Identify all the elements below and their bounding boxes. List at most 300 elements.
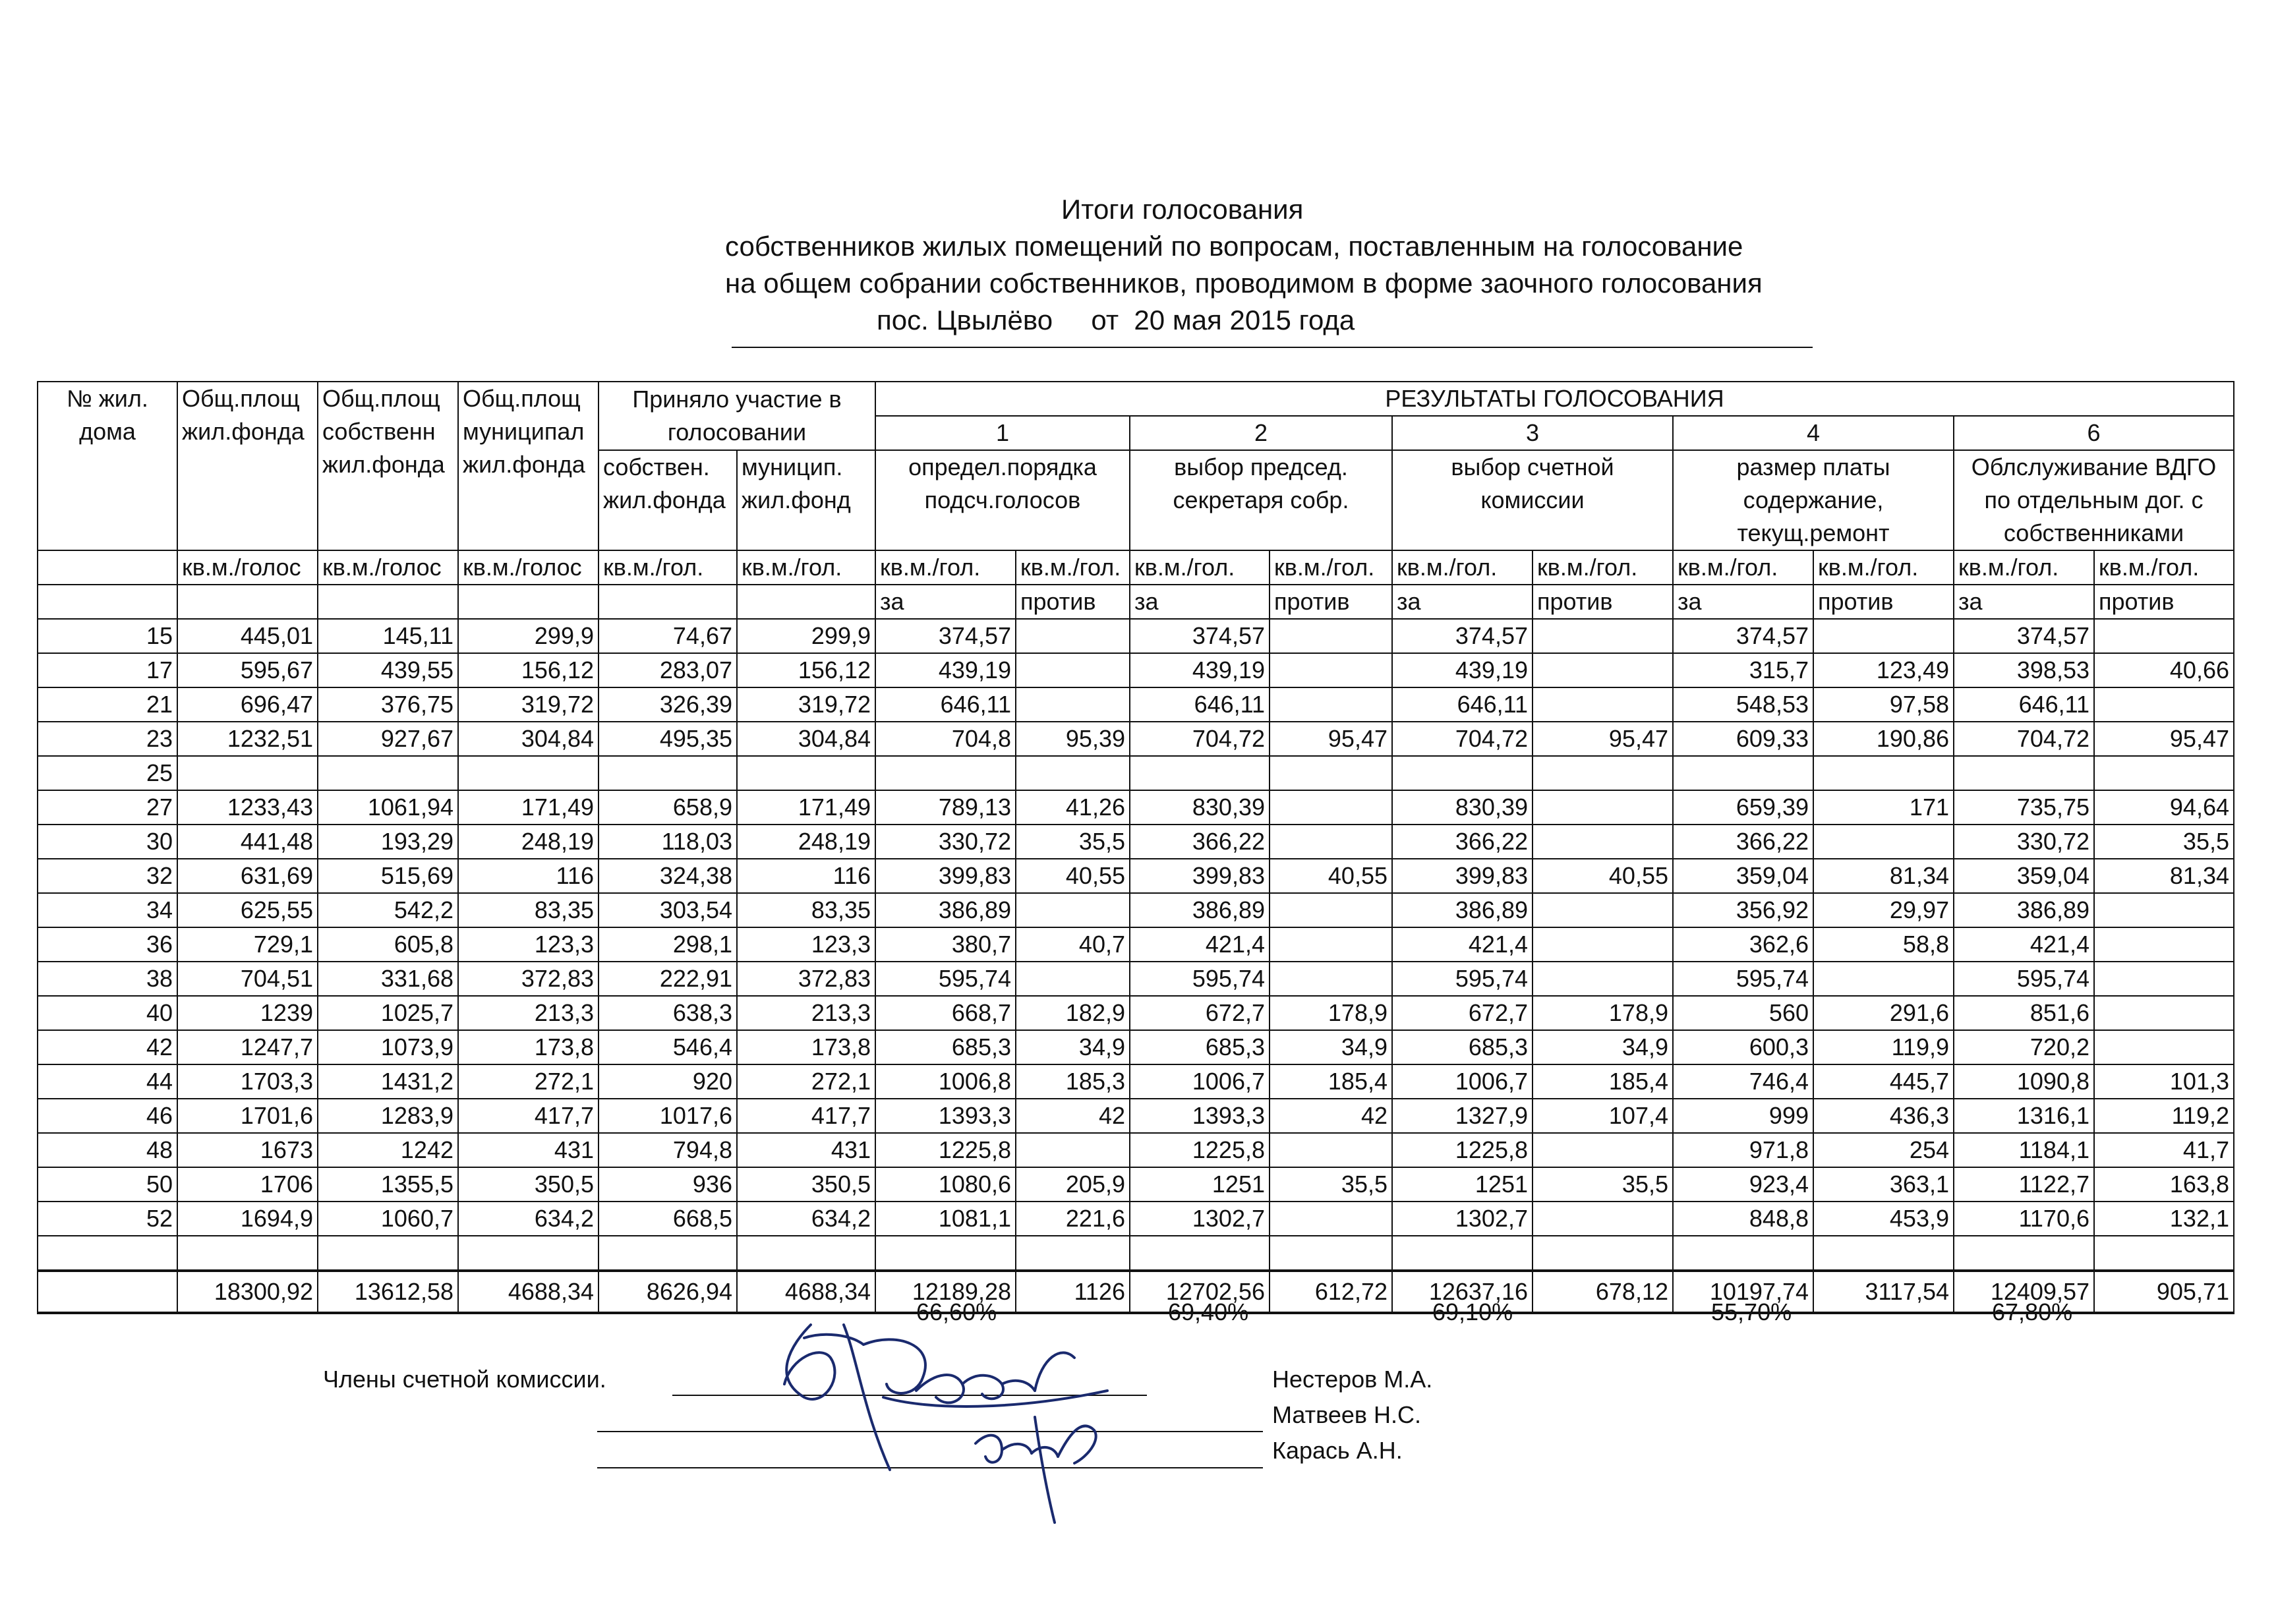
table-cell: 1225,8 [1130, 1133, 1270, 1167]
for-label: за [1954, 585, 2094, 619]
table-cell: 685,3 [875, 1030, 1016, 1064]
table-row [38, 756, 2234, 790]
table-cell: 362,6 [1673, 927, 1813, 962]
table-cell: 421,4 [1130, 927, 1270, 962]
table-cell: 417,7 [737, 1099, 875, 1133]
table-cell: 359,04 [1954, 859, 2094, 893]
table-cell: 1431,2 [318, 1064, 458, 1099]
table-cell: 272,1 [458, 1064, 599, 1099]
table-cell: 41,26 [1016, 790, 1130, 825]
empty-cell [737, 1236, 875, 1271]
table-cell: 495,35 [599, 722, 737, 756]
table-cell: 1061,94 [318, 790, 458, 825]
table-cell: 634,2 [737, 1202, 875, 1236]
table-cell [1016, 687, 1130, 722]
table-cell: 372,83 [737, 962, 875, 996]
table-cell: 366,22 [1392, 825, 1533, 859]
house-number-cell: 40 [38, 996, 177, 1030]
table-row [38, 962, 2234, 996]
table-row [38, 859, 2234, 893]
table-cell [1533, 825, 1673, 859]
table-cell: 40,55 [1270, 859, 1392, 893]
table-cell: 1025,7 [318, 996, 458, 1030]
empty-cell [318, 585, 458, 619]
table-cell: 600,3 [1673, 1030, 1813, 1064]
table-cell [1270, 653, 1392, 687]
empty-cell [1270, 1236, 1392, 1271]
table-cell: 116 [458, 859, 599, 893]
table-cell: 668,5 [599, 1202, 737, 1236]
table-cell: 999 [1673, 1099, 1813, 1133]
table-cell: 222,91 [599, 962, 737, 996]
table-cell: 13612,58 [318, 1271, 458, 1313]
table-cell [1673, 756, 1813, 790]
table-cell: 116 [737, 859, 875, 893]
table-cell: 659,39 [1673, 790, 1813, 825]
table-cell: 10197,74 [1673, 1271, 1813, 1313]
table-cell: 704,72 [1392, 722, 1533, 756]
table-cell: 374,57 [1392, 619, 1533, 653]
table-cell: 1247,7 [177, 1030, 318, 1064]
table-cell: 595,74 [1392, 962, 1533, 996]
table-cell: 830,39 [1392, 790, 1533, 825]
table-cell: 34,9 [1533, 1030, 1673, 1064]
table-row [38, 687, 2234, 722]
table-cell: 1006,7 [1392, 1064, 1533, 1099]
table-cell: 431 [737, 1133, 875, 1167]
table-cell [1016, 756, 1130, 790]
table-cell: 12409,57 [1954, 1271, 2094, 1313]
table-cell [1813, 962, 1954, 996]
table-cell: 359,04 [1673, 859, 1813, 893]
table-cell: 1302,7 [1130, 1202, 1270, 1236]
table-cell: 794,8 [599, 1133, 737, 1167]
table-cell [2094, 619, 2234, 653]
table-cell: 1239 [177, 996, 318, 1030]
table-cell: 704,51 [177, 962, 318, 996]
house-number-cell: 15 [38, 619, 177, 653]
table-cell [177, 756, 318, 790]
table-cell: 1126 [1016, 1271, 1130, 1313]
table-cell: 74,67 [599, 619, 737, 653]
commission-label: Члены счетной комиссии. [323, 1366, 606, 1393]
table-cell: 34,9 [1270, 1030, 1392, 1064]
table-cell: 18300,92 [177, 1271, 318, 1313]
table-cell: 445,01 [177, 619, 318, 653]
table-cell [458, 756, 599, 790]
table-cell: 319,72 [458, 687, 599, 722]
house-number-cell: 46 [38, 1099, 177, 1133]
percentage-q4: 55,70% [1711, 1298, 1792, 1325]
table-cell: 35,5 [1270, 1167, 1392, 1202]
table-cell [1270, 619, 1392, 653]
empty-cell [737, 585, 875, 619]
table-cell: 299,9 [737, 619, 875, 653]
table-cell: 923,4 [1673, 1167, 1813, 1202]
unit-cell: кв.м./гол. [875, 550, 1016, 585]
table-cell: 439,19 [1392, 653, 1533, 687]
table-cell: 12637,16 [1392, 1271, 1533, 1313]
table-cell [1813, 756, 1954, 790]
title-line-4: пос. Цвылёво от 20 мая 2015 года [877, 304, 1355, 335]
table-cell: 326,39 [599, 687, 737, 722]
table-cell [1016, 653, 1130, 687]
table-row [38, 825, 2234, 859]
table-cell: 374,57 [1673, 619, 1813, 653]
for-label: за [1130, 585, 1270, 619]
table-cell: 704,8 [875, 722, 1016, 756]
unit-cell: кв.м./гол. [1130, 550, 1270, 585]
table-cell: 254 [1813, 1133, 1954, 1167]
table-cell: 439,19 [875, 653, 1016, 687]
table-cell: 34,9 [1016, 1030, 1130, 1064]
table-cell: 789,13 [875, 790, 1016, 825]
table-row [38, 790, 2234, 825]
table-cell: 83,35 [458, 893, 599, 927]
empty-cell [458, 1236, 599, 1271]
table-cell: 729,1 [177, 927, 318, 962]
table-cell: 439,55 [318, 653, 458, 687]
table-row [38, 1064, 2234, 1099]
table-cell [1270, 927, 1392, 962]
empty-cell [1673, 1236, 1813, 1271]
house-number-cell: 38 [38, 962, 177, 996]
table-cell [2094, 756, 2234, 790]
unit-cell: кв.м./голос [318, 550, 458, 585]
empty-cell [318, 1236, 458, 1271]
table-cell: 1327,9 [1392, 1099, 1533, 1133]
table-cell: 1232,51 [177, 722, 318, 756]
table-cell [1270, 1133, 1392, 1167]
table-cell [2094, 962, 2234, 996]
percentage-q3: 69,10% [1432, 1298, 1513, 1325]
table-cell: 1242 [318, 1133, 458, 1167]
table-cell: 221,6 [1016, 1202, 1130, 1236]
empty-cell [2094, 1236, 2234, 1271]
table-cell: 40,55 [1533, 859, 1673, 893]
table-cell: 163,8 [2094, 1167, 2234, 1202]
empty-cell [1392, 1236, 1533, 1271]
table-row [38, 722, 2234, 756]
header-owners-stock: собствен. жил.фонда [599, 450, 737, 550]
table-cell [599, 756, 737, 790]
house-number-cell: 17 [38, 653, 177, 687]
table-cell: 81,34 [1813, 859, 1954, 893]
empty-cell [177, 585, 318, 619]
question-3-text: выбор счетной комиссии [1392, 450, 1673, 550]
table-cell: 156,12 [737, 653, 875, 687]
table-cell: 546,4 [599, 1030, 737, 1064]
table-cell: 374,57 [1130, 619, 1270, 653]
table-cell: 248,19 [737, 825, 875, 859]
table-cell: 595,74 [1954, 962, 2094, 996]
table-cell [1016, 893, 1130, 927]
table-cell: 1355,5 [318, 1167, 458, 1202]
table-cell: 1316,1 [1954, 1099, 2094, 1133]
table-cell: 374,57 [1954, 619, 2094, 653]
empty-cell [1813, 1236, 1954, 1271]
question-2-number: 2 [1130, 416, 1392, 450]
empty-cell [1016, 1236, 1130, 1271]
table-cell: 299,9 [458, 619, 599, 653]
table-cell: 1090,8 [1954, 1064, 2094, 1099]
unit-cell: кв.м./гол. [1016, 550, 1130, 585]
table-cell: 1393,3 [875, 1099, 1016, 1133]
table-row [38, 619, 2234, 653]
table-cell: 1006,8 [875, 1064, 1016, 1099]
table-cell: 40,55 [1016, 859, 1130, 893]
table-cell: 560 [1673, 996, 1813, 1030]
table-cell: 95,47 [1270, 722, 1392, 756]
totals-row [38, 1271, 2234, 1313]
table-cell: 42 [1270, 1099, 1392, 1133]
table-cell: 1170,6 [1954, 1202, 2094, 1236]
table-cell: 41,7 [2094, 1133, 2234, 1167]
table-cell [1533, 893, 1673, 927]
table-cell: 123,3 [458, 927, 599, 962]
table-cell: 372,83 [458, 962, 599, 996]
house-number-cell: 48 [38, 1133, 177, 1167]
table-cell [1533, 790, 1673, 825]
for-label: за [1673, 585, 1813, 619]
unit-cell: кв.м./гол. [1533, 550, 1673, 585]
table-cell [1533, 962, 1673, 996]
against-label: против [1270, 585, 1392, 619]
table-cell: 595,74 [1673, 962, 1813, 996]
table-cell: 971,8 [1673, 1133, 1813, 1167]
header-results: РЕЗУЛЬТАТЫ ГОЛОСОВАНИЯ [875, 382, 2234, 416]
table-cell: 205,9 [1016, 1167, 1130, 1202]
table-cell: 315,7 [1673, 653, 1813, 687]
member-name-1: Нестеров М.А. [1272, 1366, 1433, 1393]
table-cell: 95,47 [1533, 722, 1673, 756]
table-cell: 4688,34 [737, 1271, 875, 1313]
table-cell [1392, 756, 1533, 790]
table-cell: 248,19 [458, 825, 599, 859]
table-cell: 107,4 [1533, 1099, 1673, 1133]
header-municipal-area: Общ.площ муниципал жил.фонда [458, 382, 599, 550]
table-cell: 1673 [177, 1133, 318, 1167]
title-line-3: на общем собрании собственников, проводимом в форме заочного голосования [725, 268, 1763, 299]
table-cell: 95,39 [1016, 722, 1130, 756]
table-cell: 672,7 [1130, 996, 1270, 1030]
empty-cell [38, 585, 177, 619]
table-cell: 609,33 [1673, 722, 1813, 756]
table-cell: 1302,7 [1392, 1202, 1533, 1236]
table-cell [1270, 756, 1392, 790]
table-cell: 173,8 [737, 1030, 875, 1064]
question-1-number: 1 [875, 416, 1130, 450]
table-cell: 8626,94 [599, 1271, 737, 1313]
table-cell: 595,67 [177, 653, 318, 687]
table-cell: 445,7 [1813, 1064, 1954, 1099]
table-cell [1533, 687, 1673, 722]
table-cell: 421,4 [1954, 927, 2094, 962]
table-cell: 625,55 [177, 893, 318, 927]
table-cell [1016, 619, 1130, 653]
table-row [38, 893, 2234, 927]
table-cell: 720,2 [1954, 1030, 2094, 1064]
table-cell: 646,11 [1130, 687, 1270, 722]
table-cell: 171,49 [737, 790, 875, 825]
table-cell [1130, 756, 1270, 790]
table-cell: 746,4 [1673, 1064, 1813, 1099]
percentage-q2: 69,40% [1168, 1298, 1249, 1325]
table-cell: 1233,43 [177, 790, 318, 825]
table-cell: 453,9 [1813, 1202, 1954, 1236]
table-cell [1016, 962, 1130, 996]
table-cell [1533, 1133, 1673, 1167]
table-cell: 3117,54 [1813, 1271, 1954, 1313]
table-cell: 303,54 [599, 893, 737, 927]
table-cell: 132,1 [2094, 1202, 2234, 1236]
table-cell: 1694,9 [177, 1202, 318, 1236]
house-number-cell: 34 [38, 893, 177, 927]
table-cell: 848,8 [1673, 1202, 1813, 1236]
title-line-2: собственников жилых помещений по вопросам, поставленным на голосование [725, 231, 1743, 262]
table-cell: 1393,3 [1130, 1099, 1270, 1133]
table-cell: 1080,6 [875, 1167, 1016, 1202]
title-line-1: Итоги голосования [1061, 194, 1304, 225]
table-cell: 319,72 [737, 687, 875, 722]
table-cell: 439,19 [1130, 653, 1270, 687]
unit-cell: кв.м./гол. [737, 550, 875, 585]
table-cell: 1251 [1392, 1167, 1533, 1202]
unit-cell: кв.м./гол. [1673, 550, 1813, 585]
table-cell: 119,2 [2094, 1099, 2234, 1133]
table-cell: 376,75 [318, 687, 458, 722]
table-cell: 696,47 [177, 687, 318, 722]
table-cell: 350,5 [737, 1167, 875, 1202]
table-cell: 646,11 [875, 687, 1016, 722]
table-cell: 399,83 [875, 859, 1016, 893]
voting-results-table [37, 381, 2234, 1314]
table-cell: 685,3 [1392, 1030, 1533, 1064]
question-3-number: 3 [1392, 416, 1673, 450]
percentage-q1: 66,60% [916, 1298, 997, 1325]
table-cell: 927,67 [318, 722, 458, 756]
table-cell: 658,9 [599, 790, 737, 825]
handwritten-signatures [765, 1318, 1160, 1529]
against-label: против [1016, 585, 1130, 619]
house-number-cell: 21 [38, 687, 177, 722]
table-cell: 35,5 [1533, 1167, 1673, 1202]
table-cell: 1706 [177, 1167, 318, 1202]
table-cell [318, 756, 458, 790]
table-cell: 272,1 [737, 1064, 875, 1099]
table-cell: 398,53 [1954, 653, 2094, 687]
table-cell: 1225,8 [875, 1133, 1016, 1167]
table-row [38, 1133, 2234, 1167]
table-cell: 213,3 [737, 996, 875, 1030]
table-cell: 193,29 [318, 825, 458, 859]
table-cell: 12189,28 [875, 1271, 1016, 1313]
table-cell [1533, 653, 1673, 687]
table-cell: 678,12 [1533, 1271, 1673, 1313]
table-cell: 1225,8 [1392, 1133, 1533, 1167]
table-cell: 668,7 [875, 996, 1016, 1030]
house-number-cell [38, 1271, 177, 1313]
table-cell: 213,3 [458, 996, 599, 1030]
table-cell: 830,39 [1130, 790, 1270, 825]
table-cell: 119,9 [1813, 1030, 1954, 1064]
table-cell: 646,11 [1954, 687, 2094, 722]
table-cell: 83,35 [737, 893, 875, 927]
table-row [38, 653, 2234, 687]
table-cell: 386,89 [1954, 893, 2094, 927]
table-cell: 35,5 [2094, 825, 2234, 859]
house-number-cell: 30 [38, 825, 177, 859]
for-label: за [1392, 585, 1533, 619]
table-cell: 605,8 [318, 927, 458, 962]
table-cell: 685,3 [1130, 1030, 1270, 1064]
table-cell [1270, 1202, 1392, 1236]
table-cell: 1184,1 [1954, 1133, 2094, 1167]
house-number-cell: 36 [38, 927, 177, 962]
table-cell: 35,5 [1016, 825, 1130, 859]
table-cell: 612,72 [1270, 1271, 1392, 1313]
table-cell: 704,72 [1954, 722, 2094, 756]
header-municipal-stock: муницип. жил.фонд [737, 450, 875, 550]
empty-cell [875, 1236, 1016, 1271]
table-cell: 542,2 [318, 893, 458, 927]
table-cell: 646,11 [1392, 687, 1533, 722]
table-cell: 399,83 [1392, 859, 1533, 893]
table-cell [1813, 825, 1954, 859]
title-underline [732, 347, 1813, 348]
table-cell [1270, 825, 1392, 859]
table-cell [2094, 687, 2234, 722]
table-cell [1270, 962, 1392, 996]
table-cell: 178,9 [1270, 996, 1392, 1030]
table-cell: 366,22 [1673, 825, 1813, 859]
table-cell: 595,74 [875, 962, 1016, 996]
member-name-2: Матвеев Н.С. [1272, 1401, 1422, 1428]
table-cell: 631,69 [177, 859, 318, 893]
table-cell: 95,47 [2094, 722, 2234, 756]
table-cell: 851,6 [1954, 996, 2094, 1030]
table-cell: 634,2 [458, 1202, 599, 1236]
member-name-3: Карась А.Н. [1272, 1437, 1403, 1464]
table-cell: 40,7 [1016, 927, 1130, 962]
empty-cell [1533, 1236, 1673, 1271]
table-cell: 29,97 [1813, 893, 1954, 927]
table-row [38, 1099, 2234, 1133]
table-cell: 515,69 [318, 859, 458, 893]
table-cell: 156,12 [458, 653, 599, 687]
table-cell: 417,7 [458, 1099, 599, 1133]
house-number-cell: 32 [38, 859, 177, 893]
question-2-text: выбор председ. секретаря собр. [1130, 450, 1392, 550]
table-cell [1533, 927, 1673, 962]
table-cell: 380,7 [875, 927, 1016, 962]
document-title [725, 191, 2017, 339]
table-cell: 905,71 [2094, 1271, 2234, 1313]
table-cell: 350,5 [458, 1167, 599, 1202]
empty-cell [599, 1236, 737, 1271]
table-cell [875, 756, 1016, 790]
unit-cell: кв.м./гол. [599, 550, 737, 585]
table-cell: 4688,34 [458, 1271, 599, 1313]
table-cell [2094, 1030, 2234, 1064]
house-number-cell: 25 [38, 756, 177, 790]
table-cell: 123,3 [737, 927, 875, 962]
table-cell: 1081,1 [875, 1202, 1016, 1236]
table-cell: 936 [599, 1167, 737, 1202]
table-cell: 298,1 [599, 927, 737, 962]
against-label: против [1533, 585, 1673, 619]
table-cell: 185,4 [1533, 1064, 1673, 1099]
